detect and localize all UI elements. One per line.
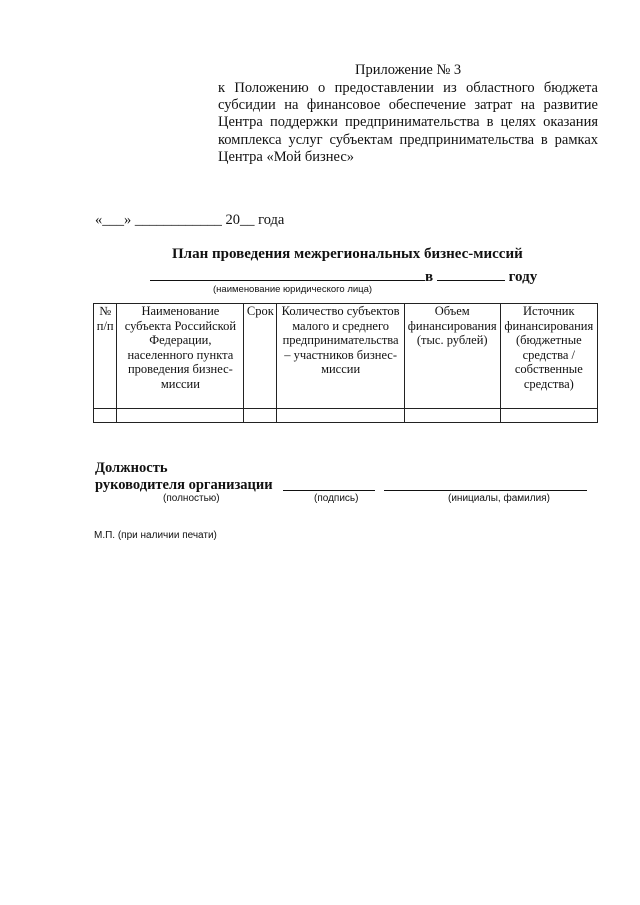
position-label: Должность bbox=[95, 460, 168, 476]
stamp-note: М.П. (при наличии печати) bbox=[94, 530, 217, 541]
appendix-line: Центра «Мой бизнес» bbox=[218, 148, 355, 165]
table-cell bbox=[404, 409, 500, 423]
in-word: в bbox=[425, 269, 434, 285]
organization-caption: (наименование юридического лица) bbox=[213, 284, 373, 295]
table-header-row bbox=[94, 304, 598, 409]
appendix-line: Центра поддержки предпринимательства в целях оказания bbox=[218, 114, 598, 131]
appendix-line: к Положению о предоставлении из областного бюджета bbox=[218, 80, 598, 96]
plan-table bbox=[93, 303, 598, 423]
appendix-body bbox=[218, 80, 598, 166]
caption-initials: (инициалы, фамилия) bbox=[448, 493, 550, 504]
date-line: «___» ____________ 20__ года bbox=[95, 212, 285, 228]
column-header-region: Наименование субъекта Российской Федерации, населенного пункта проведения бизнес-миссии bbox=[117, 304, 244, 409]
table-cell bbox=[277, 409, 404, 423]
signature-line bbox=[283, 490, 375, 491]
signature-label bbox=[95, 460, 273, 494]
column-header-number: № п/п bbox=[94, 304, 117, 409]
column-header-participants: Количество субъектов малого и среднего предпринимательства – участников бизнес-миссии bbox=[277, 304, 404, 409]
caption-sign: (подпись) bbox=[314, 493, 359, 504]
appendix-line: комплекса услуг субъектам предпринимательства в рамках bbox=[218, 131, 598, 148]
year-blank bbox=[437, 266, 505, 281]
column-header-term: Срок bbox=[244, 304, 277, 409]
table-cell bbox=[117, 409, 244, 423]
column-header-funding-source: Источник финансирования (бюджетные средства / собственные средства) bbox=[500, 304, 597, 409]
plan-title: План проведения межрегиональных бизнес-миссий bbox=[172, 246, 523, 262]
initials-line bbox=[384, 490, 587, 491]
table-row bbox=[94, 409, 598, 423]
organization-name-blank bbox=[150, 266, 425, 281]
column-header-funding-amount: Объем финансирования (тыс. рублей) bbox=[404, 304, 500, 409]
appendix-line: субсидии на финансовое обеспечение затрат на развитие bbox=[218, 97, 598, 114]
manager-label: руководителя организации bbox=[95, 477, 273, 493]
table-cell bbox=[94, 409, 117, 423]
year-word: году bbox=[508, 269, 538, 285]
caption-full: (полностью) bbox=[163, 493, 220, 504]
table-cell bbox=[500, 409, 597, 423]
plan-subtitle bbox=[150, 266, 537, 286]
table-cell bbox=[244, 409, 277, 423]
appendix-title: Приложение № 3 bbox=[355, 62, 462, 78]
